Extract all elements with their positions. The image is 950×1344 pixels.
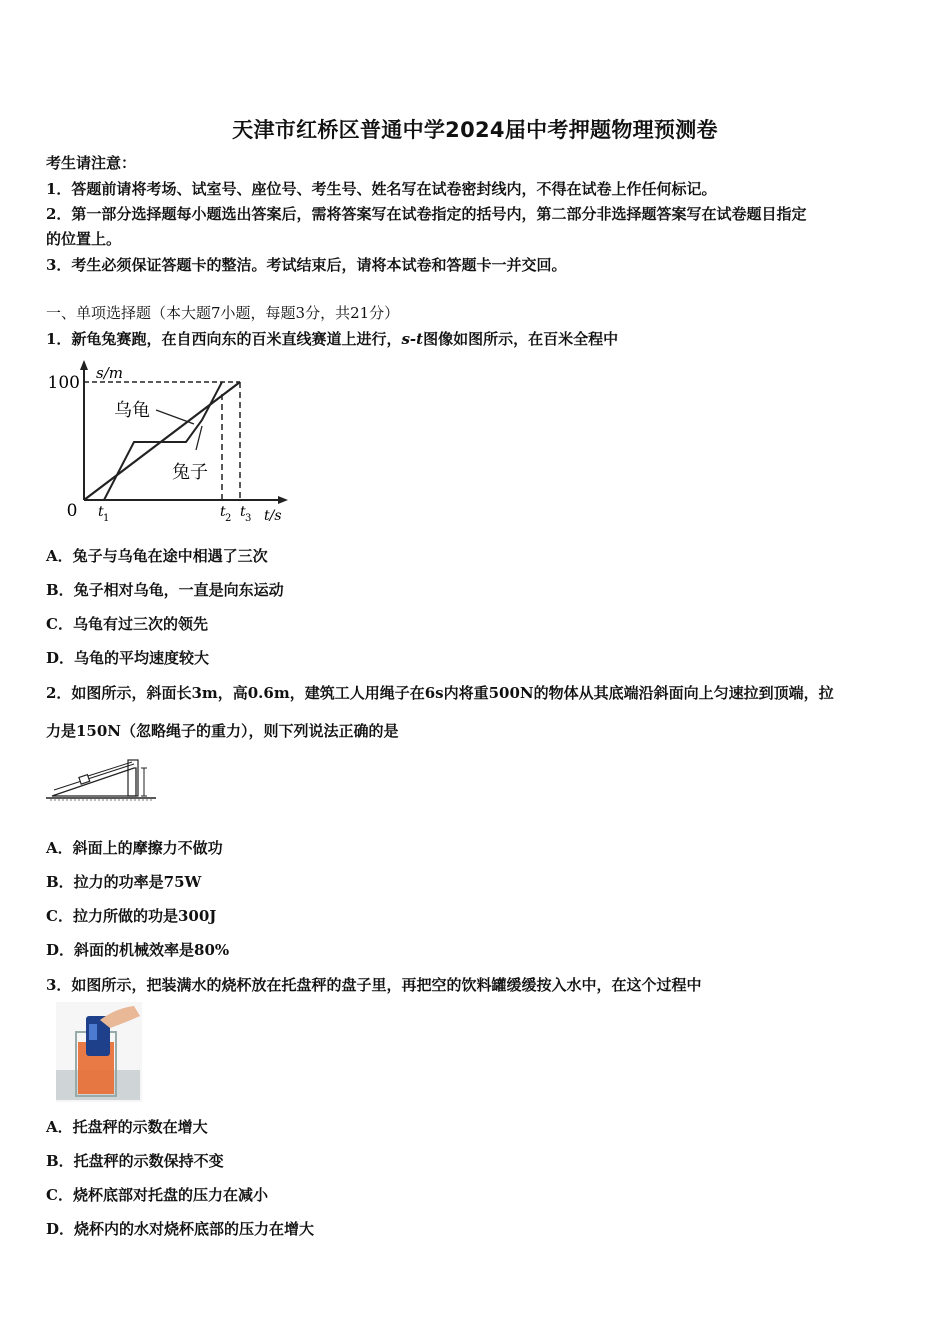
q3-option-b: B．托盘秤的示数保持不变: [46, 1152, 224, 1170]
q2-stem-line2: 力是150N（忽略绳子的重力），则下列说法正确的是: [46, 722, 399, 740]
q2-option-a: A．斜面上的摩擦力不做功: [46, 839, 223, 857]
notice-item-1: 1．答题前请将考场、试室号、座位号、考生号、姓名写在试卷密封线内，不得在试卷上作任何标记。: [46, 180, 717, 198]
q1-st-graph: [44, 358, 294, 530]
q1-option-a: A．兔子与乌龟在途中相遇了三次: [46, 547, 268, 565]
y-axis-label: s/m: [96, 364, 123, 382]
q1-stem-part-a: 1．新龟兔赛跑，在自西向东的百米直线赛道上进行，: [46, 330, 402, 348]
q2-incline-figure: [44, 752, 160, 806]
rabbit-pointer: [196, 426, 202, 450]
t2-subscript: 2: [225, 513, 232, 524]
page-title: 天津市红桥区普通中学2024届中考押题物理预测卷: [232, 118, 718, 142]
x-axis-label: t/s: [264, 508, 282, 524]
t1-label: t: [98, 504, 104, 520]
q3-option-c: C．烧杯底部对托盘的压力在减小: [46, 1186, 268, 1204]
incline-plane: [52, 768, 136, 796]
notice-item-2-cont: 的位置上。: [46, 230, 122, 248]
notice-item-2: 2．第一部分选择题每小题选出答案后，需将答案写在试卷指定的括号内，第二部分非选择题答案写在试卷题目指定: [46, 205, 807, 223]
t1-subscript: 1: [103, 513, 110, 524]
origin-label: 0: [66, 501, 78, 521]
turtle-pointer: [156, 410, 194, 424]
q1-option-c: C．乌龟有过三次的领先: [46, 615, 208, 633]
y-max-label: 100: [47, 373, 80, 393]
q2-stem-line1: 2．如图所示，斜面长3m，高0.6m，建筑工人用绳子在6s内将重500N的物体从其底端沿斜面向上匀速拉到顶端，拉: [46, 684, 834, 702]
q3-option-a: A．托盘秤的示数在增大: [46, 1118, 208, 1136]
q2-option-b: B．拉力的功率是75W: [46, 873, 202, 891]
turtle-label: 乌龟: [114, 400, 150, 421]
x-axis-arrow: [278, 496, 288, 504]
can-label-highlight: [89, 1024, 97, 1040]
q1-stem-part-b: 图像如图所示，在百米全程中: [423, 330, 619, 348]
q1-option-b: B．兔子相对乌龟，一直是向东运动: [46, 581, 284, 599]
t2-label: t: [220, 504, 226, 520]
q2-option-c: C．拉力所做的功是300J: [46, 907, 217, 925]
rope: [88, 762, 132, 776]
y-axis-arrow: [80, 360, 88, 370]
notice-heading: 考生请注意：: [46, 154, 137, 172]
q3-option-d: D．烧杯内的水对烧杯底部的压力在增大: [46, 1220, 315, 1238]
rabbit-label: 兔子: [172, 462, 208, 483]
q3-beaker-photo: [56, 1002, 142, 1102]
q2-option-d: D．斜面的机械效率是80%: [46, 941, 230, 959]
notice-item-3: 3．考生必须保证答题卡的整洁。考试结束后，请将本试卷和答题卡一并交回。: [46, 256, 567, 274]
t3-label: t: [240, 504, 246, 520]
q1-option-d: D．乌龟的平均速度较大: [46, 649, 210, 667]
t3-subscript: 3: [245, 513, 252, 524]
q1-stem: [46, 328, 618, 349]
q3-stem: 3．如图所示，把装满水的烧杯放在托盘秤的盘子里，再把空的饮料罐缓缓按入水中，在这个过程中: [46, 976, 702, 994]
incline-surface: [54, 764, 134, 790]
section-heading: 一、单项选择题（本大题7小题，每题3分，共21分）: [46, 304, 400, 322]
q1-stem-st: s-t: [401, 330, 424, 348]
